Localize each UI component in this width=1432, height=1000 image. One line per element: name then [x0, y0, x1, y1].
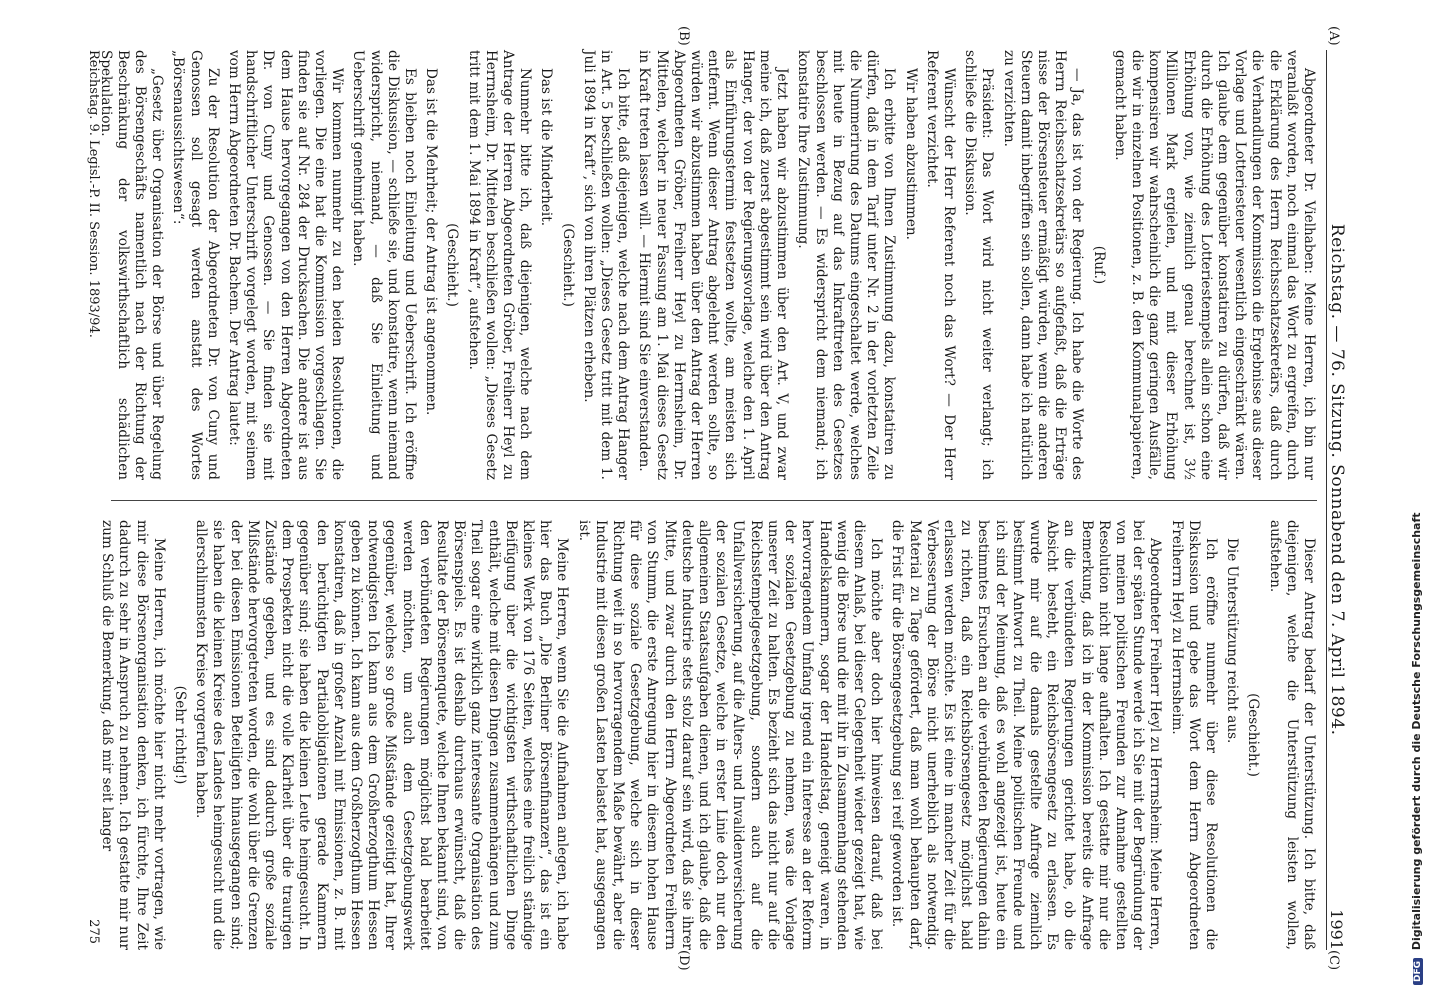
paragraph: Wünscht der Herr Referent noch das Wort? — Der Herr Referent verzichtet.: [923, 50, 957, 480]
header-page-number: 1991: [1327, 909, 1346, 950]
footer-session-info: Reichstag. 9. Legisl.-P. II. Session. 1893/94.: [86, 50, 101, 338]
paragraph: Jetzt haben wir abzustimmen über den Art. V, und zwar meine ich, daß zuerst abgestimmt sein wird über den Antrag Hanger, der von der Regierungsvorlage, welche den 1. April als Einführungstermin festsetzen wollte, am meisten sich entfernt. Wenn dieser Antrag abgelehnt werden sollte, so würden wir abzustimmen haben über den Antrag der Herren Abgeordneten Gröber, Freiherr Heyl zu Herrnsheim, Dr. Mittelen, welcher in neuer Fassung am 1. Mai dieses Gesetz in Kraft treten lassen will. — Hiermit sind Sie einverstanden.: [636, 50, 791, 480]
paragraph: Meine Herren, ich möchte hier nicht mehr vortragen, wie mir diese Börsenorganisation denken, ich fürchte, Ihre Zeit dadurch zu sehr in Anspruch zu nehmen. Ich gestatte mir nur zum Schluß die Bemerkung, daß mir seit langer: [99, 520, 167, 950]
paragraph: (Ruf.): [1090, 245, 1107, 285]
margin-marker-c: (C): [1326, 950, 1341, 971]
footer-page-number: 275: [86, 919, 101, 944]
paragraph: Abgeordneter Dr. Vielhaben: Meine Herren, ich bin nur veranlaßt worden, noch einmal das Wort zu ergreifen, durch die Erklärung des Herrn Reichsschatzsekretärs, daß durch die Verhandlungen der Kommission die Ergebnisse aus dieser Vorlage und Lotteriesteuer wesentlich eingeschränkt wären. Ich glaube dem gegenüber konstatiren zu dürfen, daß wir durch die Erhöhung des Lotteriestempels allein schon eine Erhöhung von, wie ziemlich genau berechnet ist, 3½ Millionen Mark ergielen, und mit dieser Erhöhung kompensiren wir wahrscheinlich die ganz geringen Ausfälle, die wir in einzelnen Positionen, z. B. den Kommunalpapieren, gemacht haben.: [1111, 50, 1317, 480]
header-title: Reichstag. — 76. Sitzung. Sonnabend den 7. April 1894.: [1327, 223, 1347, 736]
rotated-page-content: [51, 20, 1381, 980]
page-header: [1326, 50, 1353, 950]
funding-note-text: Digitalisierung gefördert durch die Deutsche Forschungsgemeinschaft: [1410, 512, 1423, 951]
paragraph: Dieser Antrag bedarf der Unterstützung. Ich bitte, daß diejenigen, welche die Unterstützung leisten wollen, aufstehen.: [1266, 520, 1317, 950]
right-text-column: [99, 520, 1317, 950]
paragraph: — Ja, das ist von der Regierung. Ich habe die Worte des Herrn Reichsschatzsekretärs so aufgefaßt, daß die Erträge nisse der Börsensteuer ermäßigt würden, wenn die anderen Steuern damit inbegriffen sein sollen, dann habe ich natürlich zu verzichten.: [1000, 50, 1086, 480]
paragraph: Ich erbitte von Ihnen Zustimmung dazu, konstatiren zu dürfen, daß in dem Tarif unter Nr. 2 in der vorletzten Zeile die Nummerirung des Datums eingeschaltet werde, welches mit heute in Bezug auf das Inkrafttreten des Gesetzes beschlossen werden. — Es widerspricht dem niemand; ich konstatire Ihre Zustimmung.: [795, 50, 898, 480]
paragraph: „Gesetz über Organisation der Börse und über Regelung des Börsengeschäfts namentlich nach der Richtung der Beschränkung der volkswirthschaftlich schädlichen Spekulation.: [97, 50, 166, 480]
paragraph: Das ist die Minderheit.: [538, 68, 555, 227]
paragraph: Die Unterstützung reicht aus.: [1224, 538, 1241, 744]
paragraph: Wir haben abzustimmen.: [902, 68, 919, 240]
paragraph: Ich eröffne nunmehr über diese Resolutionen die Diskussion und gebe das Wort dem Herrn Abgeordneten Freiherrn Heyl zu Herrnsheim.: [1168, 520, 1219, 950]
margin-marker-d: (D): [676, 950, 691, 971]
paragraph: Abgeordneter Freiherr Heyl zu Herrnsheim: Meine Herren, bei der späten Stunde werde ich Sie mit der Begründung der von meinen politischen Freunden zur Annahme gestellten Resolution nicht lange aufhalten. Ich gestatte mir nur die Bemerkung, daß ich in der Kommission bereits die Anfrage an die verbündeten Regierungen gerichtet habe, ob die Absicht besteht, ein Reichsbörsengesetz zu erlassen. Es wurde mir auf die damals gestellte Anfrage ziemlich bestimmt Antwort zu Theil. Meine politischen Freunde und ich sind der Meinung, daß es wohl angezeigt ist, heute ein bestimmtes Ersuchen an die verbündeten Regierungen dahin zu richten, daß ein Reichsbörsengesetz möglichst bald erlassen werden möchte. Es ist eine in mancher Zeit für die Verbesserung der Börse nicht unerheblich als notwendig. Material zu Tage gefördert, daß man wohl behaupten darf, die Frist für die Börsengesetzgebung sei reif geworden ist.: [889, 520, 1164, 950]
paragraph: (Geschieht.): [559, 223, 576, 307]
paragraph: Meine Herren, wenn Sie die Aufnahmen anlegen, ich habe hier das Buch „Die Berliner Börsenfinanzen“, das ist ein kleines Werk von 176 Seiten, welches eine freilich ständige Beifügung über die wichtigsten wirthschaftlichen Dinge enthält, welche mit diesen Dingen zusammenhängen und zum Theil sogar eine wirklich ganz interessante Organisation des Börsenspiels. Es ist deshalb durchaus erwünscht, daß die Resultate der Börsenenquete, welche Ihnen bekannt sind, von den verbündeten Regierungen möglichst bald bearbeitet werden möchten, um auch dem Gesetzgebungswerk gegenüber, welches so große Mißstände gezeitigt hat, Ihrer notwendigsten Ich kann aus dem Großherzogthum Hessen geben zu können. Ich kann aus dem Großherzogthum Hessen konstatiren, daß in großer Anzahl mit Emissionen, z. B. mit den berüchtigten Partialobligationen gerade Kammern gegenüber sind; sie haben die kleinen Leute heimgesucht. In dem Prospekten nicht die volle Klarheit über die traurigen Zustände gegeben, und es sind dadurch große soziale Mißstände hervorgetreten worden, die wohl über die Grenzen der bei diesen Emissionen Beteiligten hinausgegangen sind; sie haben die kleinen Kreise des Landes heimgesucht und die allerschlimmsten Kreise vorgerufen haben.: [193, 520, 571, 950]
paragraph: Das ist die Mehrheit; der Antrag ist angenommen.: [423, 68, 440, 416]
paragraph: (Sehr richtig!): [172, 685, 188, 785]
paragraph: Es bleiben noch Einleitung und Ueberschrift. Ich eröffne die Diskussion, — schließe sie, und konstatire, wenn niemand widerspricht, niemand, — daß Sie Einleitung und Ueberschrift genehmigt haben.: [350, 50, 419, 480]
column-divider: [111, 500, 1317, 501]
paragraph: (Geschieht.): [444, 223, 461, 307]
dfg-logo-icon: DFG: [1413, 958, 1423, 985]
margin-marker-a: (A): [1326, 26, 1341, 46]
paragraph: Ich möchte aber doch hier hinweisen darauf, daß bei diesem Anlaß, bei dieser Gelegenheit wieder gezeigt hat, wie wenig die Börse und die mit ihr in Zusammenhang stehenden Handelskammern, sogar der Handelstag, geneigt waren, in hervorragendem Umfang irgend ein Interesse an der Reform der sozialen Gesetzgebung zu nehmen, was die Vorlage unserer Zeit zu halten. Es bezieht sich das nicht nur auf die Reichsstempelgesetzgebung, sondern auch auf die Unfallversicherung, auf die Alters- und Invalidenversicherung der sozialen Gesetze, welche in erster Linie doch nur den allgemeinen Staatsaufgaben dienen, und ich glaube, daß die deutsche Industrie stets stolz darauf sein wird, daß sie ihrer Mitte, und zwar durch den Herrn Abgeordneten Freiherrn von Stumm, die erste Anregung hier in diesem hohen Hause für diese soziale Gesetzgebung, welche sich in dieser Richtung weit in so hervorragendem Maße bewährt, aber die Industrie mit diesen großen Lasten belastet hat, ausgegangen ist.: [575, 520, 885, 950]
left-text-column: [97, 50, 1317, 480]
paragraph: (Geschieht.): [1245, 693, 1262, 777]
paragraph: Zu der Resolution der Abgeordneten Dr. von Cuny und Genossen soll gesagt werden anstatt des Wortes „Börsenaussichtswesen“:: [170, 50, 221, 480]
paragraph: Wir kommen nunmehr zu den beiden Resolutionen, die vorliegen. Die eine hat die Kommission vorgeschlagen. Sie finden sie auf Nr. 284 der Drucksachen. Die andere ist aus dem Hause hervorgegangen von den Herren Abgeordneten Dr. von Cuny und Genossen. — Sie finden sie mit handschriftlicher Unterschrift vorgelegt worden, mit seinem vom Herrn Abgeordneten Dr. Bachem. Der Antrag lautet:: [226, 50, 346, 480]
paragraph: Präsident: Das Wort wird nicht weiter verlangt; ich schließe die Diskussion.: [962, 50, 996, 480]
paragraph: Nunmehr bitte ich, daß diejenigen, welche nach dem Antrage der Herren Abgeordneten Gröber, Freiherr Heyl zu Herrnsheim, Dr. Mittelen beschließen wollen: „Dieses Gesetz tritt mit dem 1. Mai 1894 in Kraft“, aufstehen.: [465, 50, 534, 480]
margin-marker-b: (B): [676, 26, 691, 46]
paragraph: Ich bitte, daß diejenigen, welche nach dem Antrag Hanger in Art. 5 beschließen wollen: „Dieses Gesetz tritt mit dem 1. Juli 1894 in Kraft“, sich von ihren Plätzen erheben.: [580, 50, 632, 480]
funding-note: [1410, 0, 1423, 985]
